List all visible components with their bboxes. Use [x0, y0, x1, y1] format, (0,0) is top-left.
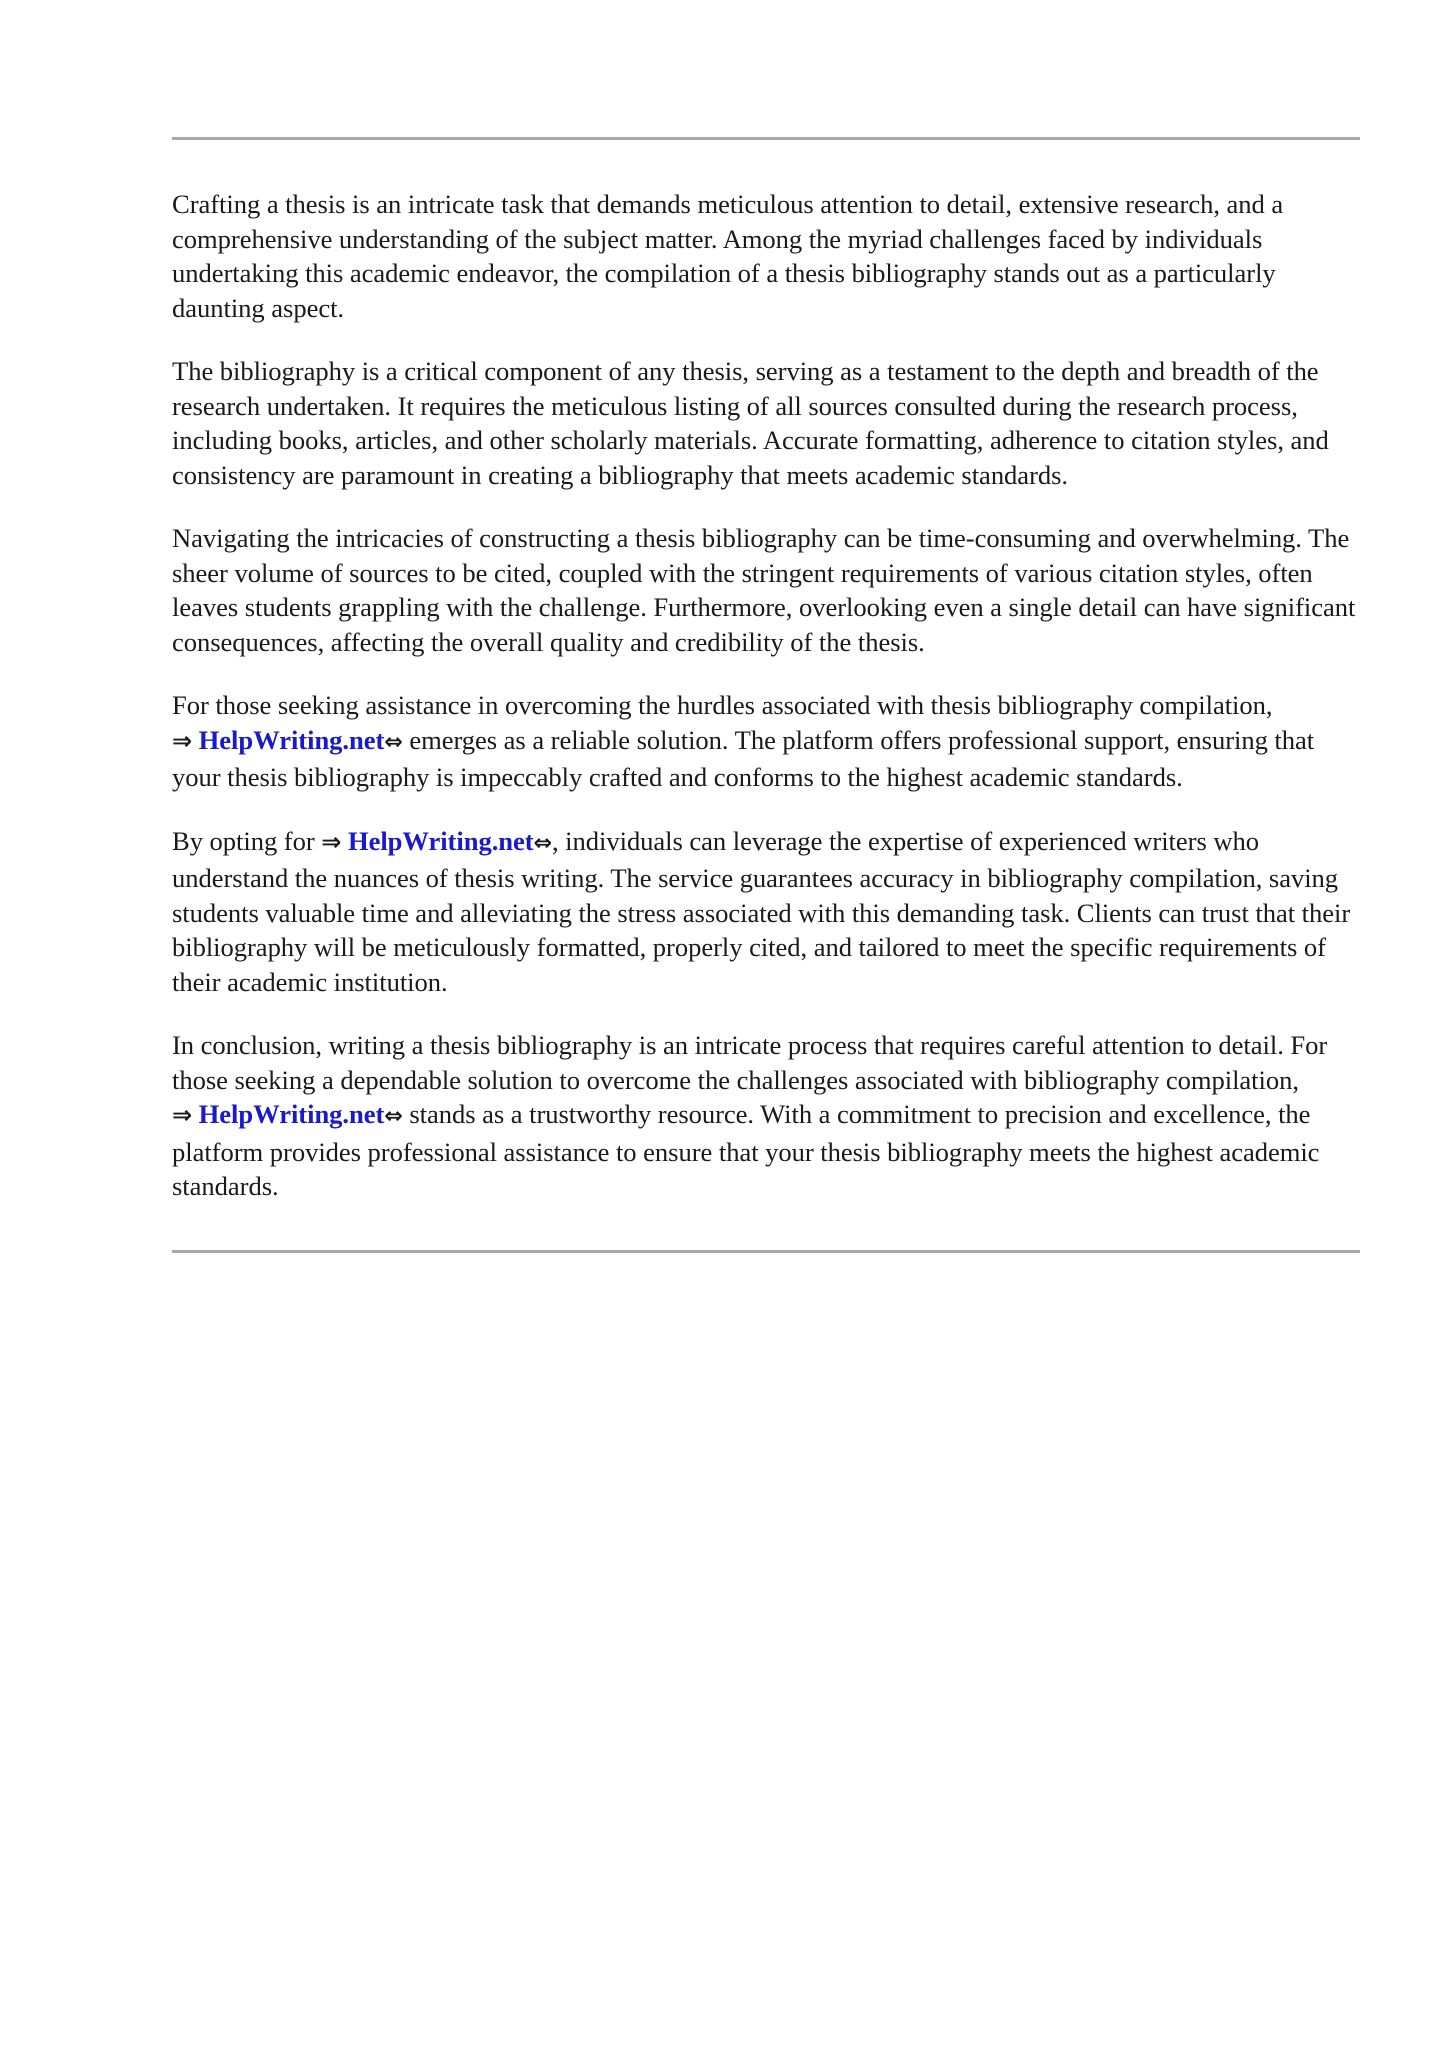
document-body	[172, 187, 1360, 1204]
right-double-arrow-icon: ⇒	[172, 726, 193, 755]
paragraph-opting	[172, 824, 1360, 1000]
helpwriting-link[interactable]: HelpWriting.net	[198, 1099, 385, 1129]
paragraph-assistance	[172, 688, 1360, 795]
paragraph-challenges: Navigating the intricacies of constructing a thesis bibliography can be time-consuming and overwhelming. The sheer volume of sources to be cited, coupled with the stringent requirements of various citation styles, often leaves students grappling with the challenge. Furthermore, overlooking even a single detail can have significant consequences, affecting the overall quality and credibility of the thesis.	[172, 523, 1356, 657]
helpwriting-link[interactable]: HelpWriting.net	[198, 724, 385, 755]
promo-link-group[interactable]	[172, 725, 403, 755]
helpwriting-link[interactable]: HelpWriting.net	[347, 825, 534, 856]
paragraph-text-after: emerges as a reliable solution. The platform offers professional support, ensuring that your thesis bibliography is impeccably crafted and conforms to the highest academic standards.	[172, 724, 1315, 792]
paragraph-text-before: For those seeking assistance in overcoming the hurdles associated with thesis bibliography compilation,	[172, 690, 1273, 720]
document-page	[172, 0, 1360, 1253]
left-right-double-arrow-icon: ⇔	[533, 830, 552, 856]
promo-link-group[interactable]	[321, 826, 552, 856]
paragraph-text-after: stands as a trustworthy resource. With a commitment to precision and excellence, the platform provides professional assistance to ensure that your thesis bibliography meets the highest academic standards.	[172, 1099, 1320, 1201]
bottom-divider	[172, 1250, 1360, 1253]
paragraph-text-after: , individuals can leverage the expertise of experienced writers who understand the nuances of thesis writing. The service guarantees accuracy in bibliography compilation, saving students valuable time and alleviating the stress associated with this demanding task. Clients can trust that their bibliography will be meticulously formatted, properly cited, and tailored to meet the specific requirements of their academic institution.	[172, 825, 1351, 997]
paragraph-text-before: By opting for	[172, 825, 322, 856]
paragraph-conclusion	[172, 1028, 1360, 1204]
paragraph-bibliography-role: The bibliography is a critical component of any thesis, serving as a testament to the depth and breadth of the research undertaken. It requires the meticulous listing of all sources consulted during the research process, including books, articles, and other scholarly materials. Accurate formatting, adherence to citation styles, and consistency are paramount in creating a bibliography that meets academic standards.	[172, 356, 1329, 490]
right-double-arrow-icon: ⇒	[321, 827, 342, 856]
promo-link-group[interactable]	[172, 1099, 403, 1129]
top-divider	[172, 137, 1360, 140]
left-right-double-arrow-icon: ⇔	[384, 729, 403, 755]
paragraph-text-before: In conclusion, writing a thesis bibliography is an intricate process that requires careful attention to detail. For those seeking a dependable solution to overcome the challenges associated with bibliography compilation,	[172, 1030, 1328, 1095]
right-double-arrow-icon: ⇒	[172, 1101, 193, 1129]
left-right-double-arrow-icon: ⇔	[384, 1104, 403, 1129]
paragraph-intro: Crafting a thesis is an intricate task that demands meticulous attention to detail, extensive research, and a comprehensive understanding of the subject matter. Among the myriad challenges faced by individuals undertaking this academic endeavor, the compilation of a thesis bibliography stands out as a particularly daunting aspect.	[172, 189, 1284, 323]
